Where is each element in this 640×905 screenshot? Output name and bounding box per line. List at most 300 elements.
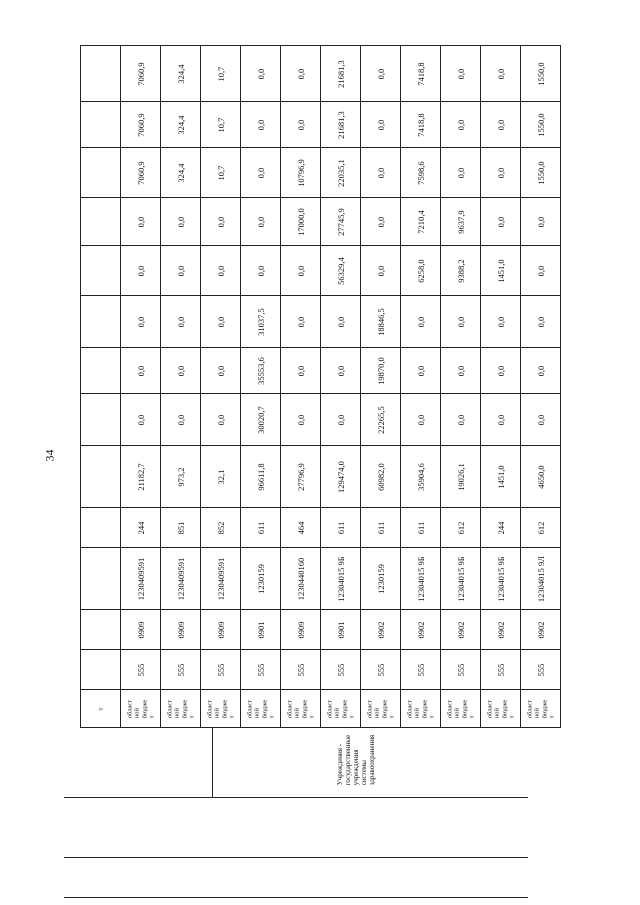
table-cell [361, 296, 401, 348]
table-cell [521, 508, 561, 548]
table-cell [361, 394, 401, 446]
cell-value: 56329,4 [335, 256, 346, 285]
cell-value: 0,0 [455, 316, 466, 327]
cell-value: 35904,6 [415, 462, 426, 491]
cell-value: 30020,7 [255, 405, 266, 434]
header-cell [81, 548, 121, 610]
cell-value: 0,0 [255, 119, 266, 130]
source-label: област ной бюдже т [365, 699, 395, 718]
divider-line [64, 897, 528, 898]
header-cell [81, 102, 121, 148]
table-cell [241, 650, 281, 690]
cell-value: 555 [495, 663, 506, 676]
cell-value: 611 [415, 521, 426, 534]
table-cell [441, 102, 481, 148]
cell-value: 0,0 [335, 365, 346, 376]
table-row [81, 548, 609, 610]
cell-value: 0,0 [535, 414, 546, 425]
cell-value: 0,0 [415, 414, 426, 425]
table-cell [361, 46, 401, 102]
table-cell [161, 548, 201, 610]
cell-value: 324,4 [175, 162, 186, 183]
header-cell [81, 46, 121, 102]
table-cell [441, 148, 481, 198]
cell-value: 0,0 [455, 68, 466, 79]
table-cell [281, 348, 321, 394]
cell-value: 0,0 [535, 265, 546, 276]
cell-value: 1550,0 [535, 160, 546, 185]
table-cell [241, 46, 281, 102]
cell-value: 1451,0 [495, 464, 506, 489]
table-cell [281, 148, 321, 198]
cell-value: 27745,9 [335, 207, 346, 236]
cell-value: 31037,5 [255, 307, 266, 336]
table-cell [241, 508, 281, 548]
header-cell [81, 394, 121, 446]
table-cell [161, 690, 201, 728]
table-cell [201, 148, 241, 198]
cell-value: 12304015 9Б [455, 555, 466, 602]
table-cell [281, 46, 321, 102]
cell-value: 0902 [415, 621, 426, 638]
cell-value: 10796,9 [295, 158, 306, 187]
cell-value: 12304015 9Л [535, 555, 546, 602]
cell-value: 0902 [455, 621, 466, 638]
table-cell [441, 548, 481, 610]
cell-value: 21681,3 [335, 59, 346, 88]
source-label: област ной бюдже т [205, 699, 235, 718]
cell-value: 7060,9 [135, 112, 146, 137]
table-cell [521, 548, 561, 610]
cell-value: 0,0 [375, 265, 386, 276]
table-cell [241, 548, 281, 610]
table-cell [241, 102, 281, 148]
table-cell [441, 650, 481, 690]
table-cell [121, 102, 161, 148]
cell-value: 0,0 [495, 119, 506, 130]
cell-value: 0,0 [535, 316, 546, 327]
header-cell [81, 508, 121, 548]
table-cell [441, 690, 481, 728]
cell-value: 464 [295, 521, 306, 534]
cell-value: 7418,8 [415, 61, 426, 86]
cell-value: 555 [215, 663, 226, 676]
table-cell [321, 46, 361, 102]
cell-value: 19870,0 [375, 356, 386, 385]
table-cell [481, 610, 521, 650]
cell-value: 0,0 [175, 216, 186, 227]
cell-value: 7060,9 [135, 61, 146, 86]
cell-value: 19026,1 [455, 462, 466, 491]
header-cell [81, 610, 121, 650]
cell-value: 612 [455, 521, 466, 534]
cell-value: 4650,0 [535, 464, 546, 489]
table-cell [321, 102, 361, 148]
table-row [81, 348, 609, 394]
table-cell [201, 46, 241, 102]
table-cell [281, 508, 321, 548]
cell-value: 0,0 [295, 414, 306, 425]
cell-value: 555 [375, 663, 386, 676]
table-cell [121, 246, 161, 296]
table-cell [321, 348, 361, 394]
cell-value: 7418,8 [415, 112, 426, 137]
table-cell [201, 102, 241, 148]
cell-value: 32,1 [215, 469, 226, 484]
table-cell [441, 198, 481, 246]
divider-line [64, 857, 528, 858]
table-cell [201, 394, 241, 446]
table-cell [121, 46, 161, 102]
table-row [81, 610, 609, 650]
header-cell [81, 650, 121, 690]
table-cell [441, 610, 481, 650]
table-cell [361, 246, 401, 296]
cell-value: 0,0 [255, 68, 266, 79]
table-cell [401, 394, 441, 446]
cell-value: 0,0 [375, 167, 386, 178]
table-cell [521, 296, 561, 348]
table-cell [241, 198, 281, 246]
cell-value: 129474,0 [335, 460, 346, 493]
cell-value: 0,0 [215, 365, 226, 376]
table-cell [441, 446, 481, 508]
table-cell [201, 548, 241, 610]
table-cell [241, 296, 281, 348]
table-cell [481, 296, 521, 348]
table-cell [441, 508, 481, 548]
cell-value: 12304015 9Б [335, 555, 346, 602]
cell-value: 0,0 [135, 216, 146, 227]
table-row [81, 394, 609, 446]
cell-value: 0,0 [455, 414, 466, 425]
table-cell [401, 508, 441, 548]
cell-value: 0,0 [495, 316, 506, 327]
table-cell [281, 446, 321, 508]
table-cell [121, 610, 161, 650]
table-cell [521, 610, 561, 650]
table-cell [321, 610, 361, 650]
source-label: област ной бюдже т [125, 699, 155, 718]
cell-value: 0,0 [135, 414, 146, 425]
table-cell [201, 650, 241, 690]
table-cell [521, 198, 561, 246]
table-cell [161, 246, 201, 296]
cell-value: 0,0 [535, 365, 546, 376]
budget-table [80, 45, 609, 728]
table-cell [321, 148, 361, 198]
table-cell [361, 446, 401, 508]
cell-value: 555 [535, 663, 546, 676]
source-label: област ной бюдже т [405, 699, 435, 718]
cell-value: 27796,9 [295, 462, 306, 491]
cell-value: 324,4 [175, 63, 186, 84]
table-cell [521, 148, 561, 198]
cell-value: 555 [415, 663, 426, 676]
table-cell [321, 548, 361, 610]
header-cell [81, 246, 121, 296]
table-cell [361, 102, 401, 148]
cell-value: 1550,0 [535, 61, 546, 86]
header-cell [81, 690, 121, 728]
table-cell [121, 508, 161, 548]
table-cell [321, 198, 361, 246]
table-cell [521, 46, 561, 102]
table-cell [161, 348, 201, 394]
table-cell [401, 198, 441, 246]
table-cell [481, 650, 521, 690]
table-cell [201, 246, 241, 296]
cell-value: 17000,0 [295, 207, 306, 236]
table-cell [121, 394, 161, 446]
source-label: област ной бюдже т [445, 699, 475, 718]
cell-value: 0,0 [215, 316, 226, 327]
cell-value: 0909 [215, 621, 226, 638]
table-cell [201, 508, 241, 548]
table-cell [281, 548, 321, 610]
table-cell [161, 446, 201, 508]
source-label: област ной бюдже т [285, 699, 315, 718]
table-cell [161, 508, 201, 548]
table-cell [281, 650, 321, 690]
table-cell [161, 394, 201, 446]
cell-value: 555 [255, 663, 266, 676]
table-cell [401, 548, 441, 610]
source-label: област ной бюдже т [245, 699, 275, 718]
cell-value: 555 [335, 663, 346, 676]
table-cell [321, 508, 361, 548]
cell-value: 35553,6 [255, 356, 266, 385]
table-cell [441, 348, 481, 394]
table-cell [121, 198, 161, 246]
table-cell [121, 446, 161, 508]
cell-value: 7598,6 [415, 160, 426, 185]
table-row [81, 198, 609, 246]
table-cell [281, 246, 321, 296]
table-cell [401, 102, 441, 148]
cell-value: 0,0 [455, 119, 466, 130]
cell-value: 0,0 [175, 414, 186, 425]
table-cell [521, 394, 561, 446]
table-cell [521, 650, 561, 690]
cell-value: 0,0 [135, 365, 146, 376]
table-cell [441, 394, 481, 446]
table-cell [481, 102, 521, 148]
cell-value: 555 [135, 663, 146, 676]
table-cell [401, 246, 441, 296]
cell-value: 96611,8 [255, 462, 266, 491]
table-cell [521, 102, 561, 148]
header-cell [81, 296, 121, 348]
table-row [81, 246, 609, 296]
table-cell [121, 348, 161, 394]
table-cell [201, 296, 241, 348]
table-cell [481, 148, 521, 198]
table-cell [441, 296, 481, 348]
page-number: 34 [42, 449, 57, 462]
table-cell [481, 548, 521, 610]
table-cell [401, 650, 441, 690]
table-cell [481, 394, 521, 446]
cell-value: 1230409591 [215, 557, 226, 600]
cell-value: 0,0 [495, 216, 506, 227]
table-cell [321, 246, 361, 296]
table-cell [161, 46, 201, 102]
table-cell [361, 148, 401, 198]
cell-value: 0,0 [175, 365, 186, 376]
cell-value: 6258,0 [415, 258, 426, 283]
header-label: т [97, 707, 104, 710]
table-cell [121, 148, 161, 198]
table-cell [281, 610, 321, 650]
cell-value: 0,0 [135, 265, 146, 276]
source-label: област ной бюдже т [485, 699, 515, 718]
table-cell [321, 446, 361, 508]
cell-value: 0,0 [495, 365, 506, 376]
cell-value: 0,0 [175, 265, 186, 276]
cell-value: 0,0 [375, 119, 386, 130]
table-cell [321, 650, 361, 690]
cell-value: 0,0 [495, 167, 506, 178]
cell-value: 9388,2 [455, 258, 466, 283]
table-cell [361, 650, 401, 690]
table-cell [361, 610, 401, 650]
cell-value: 0,0 [255, 216, 266, 227]
table-row [81, 102, 609, 148]
table-cell [481, 46, 521, 102]
table-cell [361, 548, 401, 610]
table-row [81, 690, 609, 728]
table-cell [161, 296, 201, 348]
table-cell [161, 650, 201, 690]
table-cell [241, 446, 281, 508]
table-cell [121, 650, 161, 690]
table-cell [241, 394, 281, 446]
cell-value: 0,0 [295, 316, 306, 327]
table-row [81, 296, 609, 348]
table-cell [241, 690, 281, 728]
table-cell [201, 446, 241, 508]
table-row [81, 446, 609, 508]
cell-value: 10,7 [215, 165, 226, 180]
cell-value: 324,4 [175, 114, 186, 135]
table-cell [401, 610, 441, 650]
cell-value: 0,0 [295, 119, 306, 130]
cell-value: 0,0 [495, 68, 506, 79]
table-cell [201, 198, 241, 246]
table-cell [401, 446, 441, 508]
cell-value: 0,0 [215, 216, 226, 227]
table-cell [321, 690, 361, 728]
table-row [81, 148, 609, 198]
cell-value: 22035,1 [335, 158, 346, 187]
group-label: Учреждения - государственные учреждения системы здравоохранения [336, 734, 376, 786]
cell-value: 10,7 [215, 117, 226, 132]
source-label: област ной бюдже т [165, 699, 195, 718]
cell-value: 7210,4 [415, 209, 426, 234]
source-label: област ной бюдже т [325, 699, 355, 718]
table-cell [361, 690, 401, 728]
table-cell [281, 394, 321, 446]
cell-value: 0909 [135, 621, 146, 638]
divider-vertical [212, 727, 213, 797]
cell-value: 244 [495, 521, 506, 534]
header-cell [81, 198, 121, 246]
cell-value: 0,0 [215, 414, 226, 425]
table-cell [521, 690, 561, 728]
cell-value: 0,0 [255, 265, 266, 276]
cell-value: 18846,5 [375, 307, 386, 336]
cell-value: 0902 [495, 621, 506, 638]
cell-value: 0,0 [175, 316, 186, 327]
cell-value: 0,0 [375, 68, 386, 79]
cell-value: 1451,0 [495, 258, 506, 283]
table-cell [401, 148, 441, 198]
cell-value: 0901 [335, 621, 346, 638]
table-cell [321, 296, 361, 348]
table-cell [241, 246, 281, 296]
cell-value: 60982,0 [375, 462, 386, 491]
table-cell [281, 690, 321, 728]
table-cell [201, 348, 241, 394]
cell-value: 21681,3 [335, 110, 346, 139]
table-cell [481, 690, 521, 728]
cell-value: 22265,5 [375, 405, 386, 434]
cell-value: 555 [175, 663, 186, 676]
cell-value: 0,0 [255, 167, 266, 178]
cell-value: 852 [215, 521, 226, 534]
cell-value: 0,0 [495, 414, 506, 425]
table-cell [481, 198, 521, 246]
table-cell [121, 296, 161, 348]
table-cell [121, 690, 161, 728]
table-cell [481, 446, 521, 508]
table-cell [521, 446, 561, 508]
table-cell [401, 296, 441, 348]
cell-value: 1230159 [375, 563, 386, 594]
cell-value: 1230409591 [175, 557, 186, 600]
header-cell [81, 446, 121, 508]
table-cell [361, 198, 401, 246]
table-cell [241, 348, 281, 394]
table-cell [161, 610, 201, 650]
table-cell [121, 548, 161, 610]
table-cell [401, 46, 441, 102]
cell-value: 1550,0 [535, 112, 546, 137]
cell-value: 0,0 [375, 216, 386, 227]
cell-value: 851 [175, 521, 186, 534]
cell-value: 0,0 [415, 316, 426, 327]
table-cell [281, 296, 321, 348]
cell-value: 0,0 [295, 265, 306, 276]
cell-value: 0,0 [215, 265, 226, 276]
cell-value: 0909 [175, 621, 186, 638]
table-cell [401, 348, 441, 394]
table-cell [441, 46, 481, 102]
table-cell [481, 508, 521, 548]
table-row [81, 508, 609, 548]
cell-value: 9637,9 [455, 209, 466, 234]
table-cell [161, 148, 201, 198]
cell-value: 0,0 [335, 414, 346, 425]
divider-line [64, 797, 528, 798]
cell-value: 0,0 [455, 365, 466, 376]
table-cell [281, 102, 321, 148]
table-cell [281, 198, 321, 246]
cell-value: 0,0 [295, 68, 306, 79]
cell-value: 1230409591 [135, 557, 146, 600]
cell-value: 0901 [255, 621, 266, 638]
